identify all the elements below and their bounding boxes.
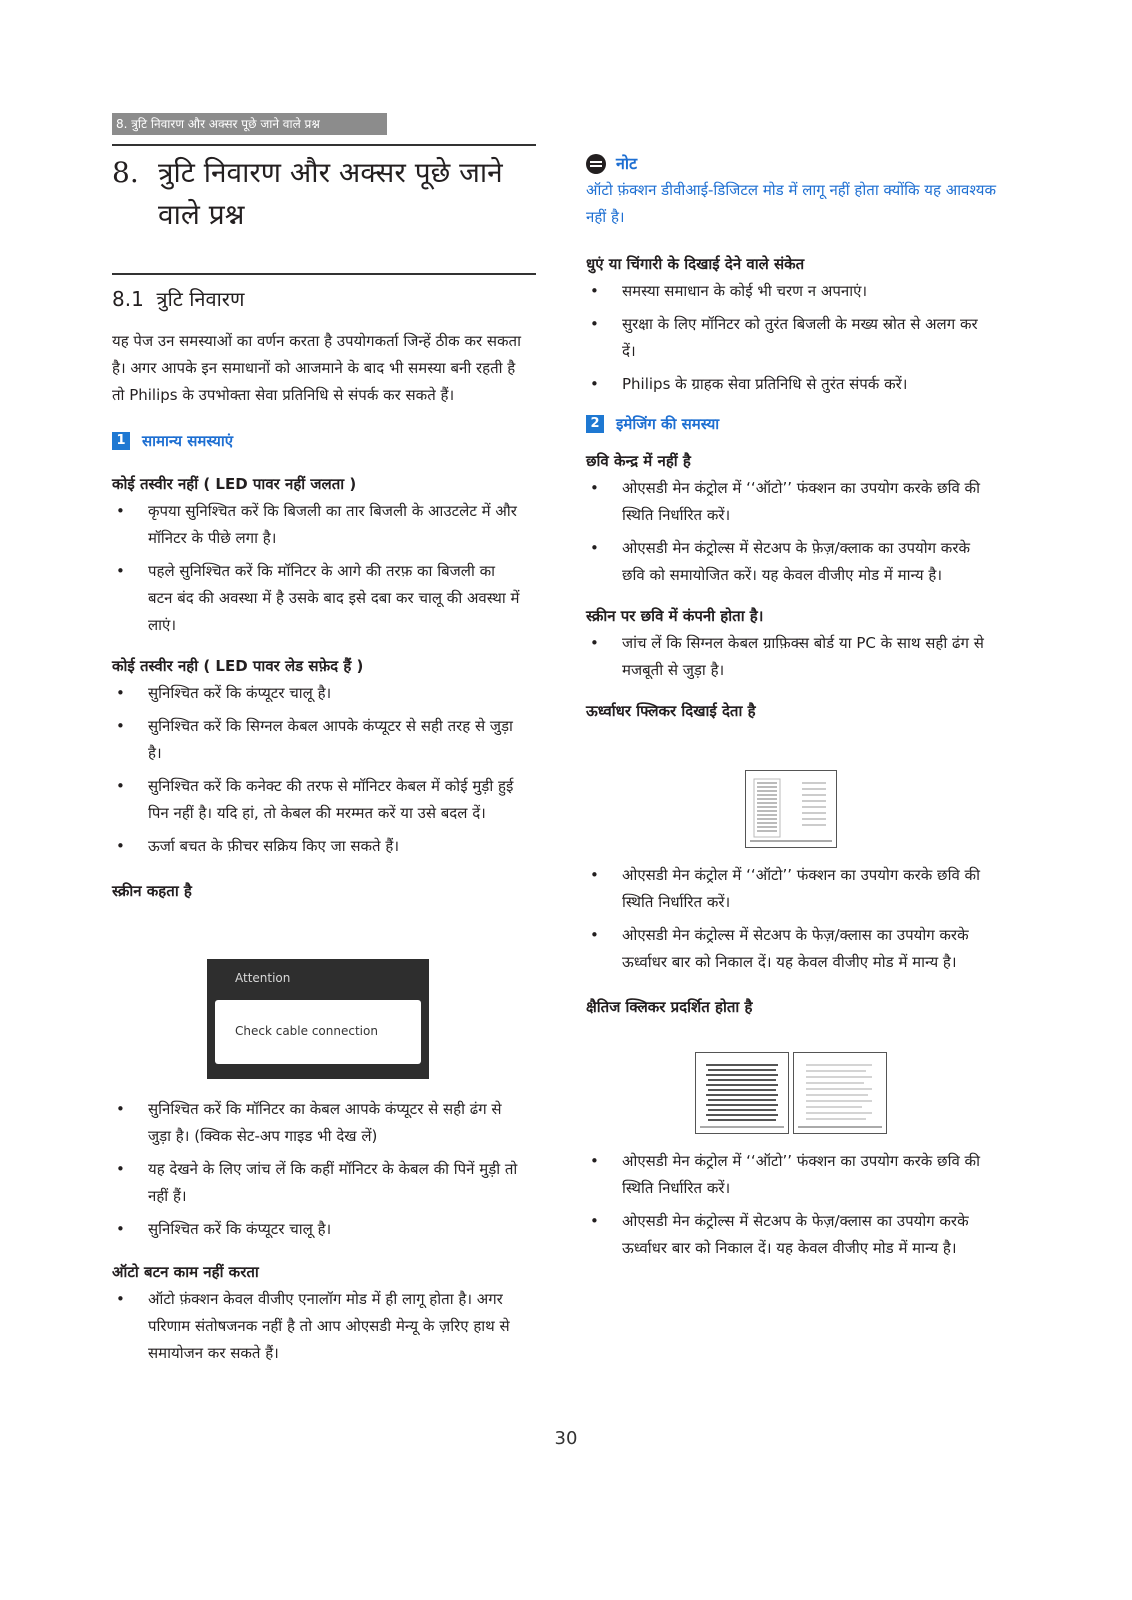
vibrates-title: स्क्रीन पर छवि में कंपनी होता है। (586, 607, 764, 625)
left-column-lower (112, 1096, 524, 1373)
imaging-problems-heading (586, 412, 996, 436)
section-label: इमेजिंग की समस्या (616, 414, 720, 433)
auto-button-list (112, 1286, 524, 1367)
list-item: • ओएसडी मेन कंट्रोल्स में सेटअप के फ़ेज़/क्लाक का उपयोग करके छवि को समायोजित करें। यह केवल वीजीए मोड में मान्य है। (586, 535, 996, 589)
section-badge: 2 (586, 415, 604, 433)
vertical-flicker-image (745, 770, 837, 848)
list-item: • ओएसडी मेन कंट्रोल में ‘‘ऑटो’’ फंक्शन का उपयोग करके छवि की स्थिति निर्धारित करें। (586, 1148, 996, 1202)
list-item: • ऑटो फ़ंक्शन केवल वीजीए एनालॉग मोड में ही लागू होता है। अगर परिणाम संतोषजनक नहीं है तो आप ओएसडी मेन्यू के ज़रिए हाथ से समायोजन कर सकते हैं। (112, 1286, 524, 1367)
horizontal-flicker-image-after (793, 1052, 887, 1134)
osd-title: Attention (235, 971, 291, 985)
no-picture-led-white-title: कोई तस्वीर नही ( LED पावर लेड सफ़ेद हैं ) (112, 657, 364, 675)
list-item: • ओएसडी मेन कंट्रोल में ‘‘ऑटो’’ फंक्शन का उपयोग करके छवि की स्थिति निर्धारित करें। (586, 862, 996, 916)
no-picture-led-off-title: कोई तस्वीर नहीं ( LED पावर नहीं जलता ) (112, 475, 357, 493)
list-item: • जांच लें कि सिग्नल केबल ग्राफ़िक्स बोर्ड या PC के साथ सही ढंग से मजबूती से जुड़ा है। (586, 630, 996, 684)
not-centered-list (586, 475, 996, 589)
chapter-heading (112, 152, 542, 236)
smoke-list (586, 278, 996, 398)
list-item: • ओएसडी मेन कंट्रोल्स में सेटअप के फेज़/क्लास का उपयोग करके ऊर्ध्वाधर बार को निकाल दें। यह केवल वीजीए मोड में मान्य है। (586, 1208, 996, 1262)
list-item: • ओएसडी मेन कंट्रोल में ‘‘ऑटो’’ फंक्शन का उपयोग करके छवि की स्थिति निर्धारित करें। (586, 475, 996, 529)
clean-pattern-icon (794, 1053, 886, 1133)
right-column (586, 150, 996, 725)
page-number: 30 (554, 1428, 578, 1449)
list-item: • कृपया सुनिश्चित करें कि बिजली का तार बिजली के आउटलेट में और मॉनिटर के पीछे लगा है। (112, 498, 524, 552)
screen-says-title: स्क्रीन कहता है (112, 882, 192, 900)
osd-attention-box (207, 959, 429, 1079)
no-picture-led-off-list (112, 498, 524, 639)
list-item: • Philips के ग्राहक सेवा प्रतिनिधि से तुरंत संपर्क करें। (586, 371, 996, 398)
list-item: • ऊर्जा बचत के फ़ीचर सक्रिय किए जा सकते हैं। (112, 833, 524, 860)
note-label: नोट (616, 154, 638, 173)
osd-message: Check cable connection (235, 1024, 378, 1038)
list-item: • सुनिश्चित करें कि मॉनिटर का केबल आपके कंप्यूटर से सही ढंग से जुड़ा है। (क्विक सेट-अप गाइड भी देख लें) (112, 1096, 524, 1150)
section-rule-top (112, 273, 536, 275)
chapter-title: त्रुटि निवारण और अक्सर पूछे जाने वाले प्रश्न (158, 156, 503, 231)
intro-paragraph: यह पेज उन समस्याओं का वर्णन करता है उपयोगकर्ता जिन्हें ठीक कर सकता है। अगर आपके इन समाधानों को आजमाने के बाद भी समस्या बनी रहती है तो Philips के उपभोक्ता सेवा प्रतिनिधि से संपर्क कर सकते हैं। (112, 332, 521, 404)
chapter-rule-top (112, 144, 536, 146)
right-column-lower (586, 862, 996, 1021)
no-picture-led-white-list (112, 680, 524, 860)
chapter-number: 8. (112, 156, 139, 189)
vibrates-list (586, 630, 996, 684)
list-item: • सुनिश्चित करें कि कंप्यूटर चालू है। (112, 1216, 524, 1243)
list-item: • सुरक्षा के लिए मॉनिटर को तुरंत बिजली के मख्य स्रोत से अलग कर दें। (586, 311, 996, 365)
list-item: • सुनिश्चित करें कि कनेक्ट की तरफ से मॉनिटर केबल में कोई मुड़ी हुई पिन नहीं है। यदि हां, तो केबल की मरम्मत करें या उसे बदल दें। (112, 773, 524, 827)
list-item: • यह देखने के लिए जांच लें कि कहीं मॉनिटर के केबल की पिनें मुड़ी तो नहीं हैं। (112, 1156, 524, 1210)
section-label: सामान्य समस्याएं (142, 431, 234, 450)
section-title: त्रुटि निवारण (156, 287, 245, 311)
list-item: • समस्या समाधान के कोई भी चरण न अपनाएं। (586, 278, 996, 305)
list-item: • ओएसडी मेन कंट्रोल्स में सेटअप के फेज़/क्लास का उपयोग करके ऊर्ध्वाधर बार को निकाल दें। यह केवल वीजीए मोड में मान्य है। (586, 922, 996, 976)
note-icon (586, 154, 606, 174)
horizontal-flicker-image-before (695, 1052, 789, 1134)
running-header: 8. त्रुटि निवारण और अक्सर पूछे जाने वाले प्रश्न (112, 113, 387, 135)
vertical-flicker-list (586, 862, 996, 976)
section-badge: 1 (112, 432, 130, 450)
horizontal-flicker-title: क्षैतिज क्लिकर प्रदर्शित होता है (586, 998, 753, 1016)
right-column-bottom (586, 1148, 996, 1268)
vertical-flicker-title: ऊर्ध्वाधर फ्लिकर दिखाई देता है (586, 702, 756, 720)
screen-says-list (112, 1096, 524, 1243)
note-heading (586, 150, 996, 177)
general-problems-heading (112, 429, 524, 453)
section-heading (112, 285, 244, 313)
list-item: • सुनिश्चित करें कि सिग्नल केबल आपके कंप्यूटर से सही तरह से जुड़ा है। (112, 713, 524, 767)
not-centered-title: छवि केन्द्र में नहीं है (586, 452, 691, 470)
section-number: 8.1 (112, 287, 144, 311)
horizontal-flicker-pattern-icon (696, 1053, 788, 1133)
vertical-flicker-pattern-icon (746, 771, 836, 847)
list-item: • सुनिश्चित करें कि कंप्यूटर चालू है। (112, 680, 524, 707)
list-item: • पहले सुनिश्चित करें कि मॉनिटर के आगे की तरफ़ का बिजली का बटन बंद की अवस्था में है उसके बाद इसे दबा कर चालू की अवस्था में लाएं। (112, 558, 524, 639)
auto-button-title: ऑटो बटन काम नहीं करता (112, 1263, 259, 1281)
left-column (112, 328, 524, 905)
smoke-title: धुएं या चिंगारी के दिखाई देने वाले संकेत (586, 255, 805, 273)
horizontal-flicker-list (586, 1148, 996, 1262)
osd-message-panel (215, 1000, 421, 1064)
note-text: ऑटो फ़ंक्शन डीवीआई-डिजिटल मोड में लागू नहीं होता क्योंकि यह आवश्यक नहीं है। (586, 181, 996, 226)
